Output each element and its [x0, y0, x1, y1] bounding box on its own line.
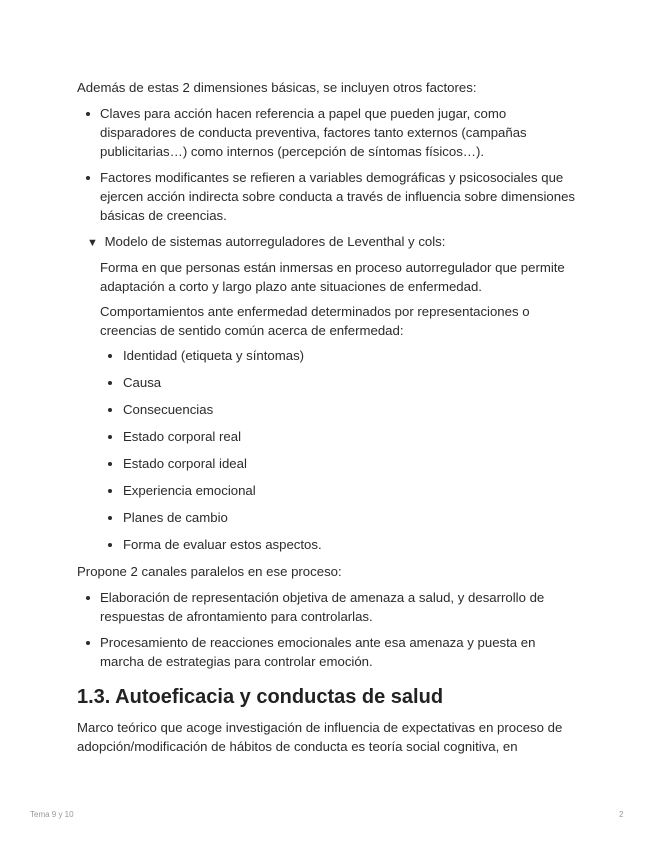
- list-item: Estado corporal ideal: [100, 454, 577, 473]
- page-content: [77, 78, 577, 763]
- list-item: Identidad (etiqueta y síntomas): [100, 346, 577, 365]
- list-item: Experiencia emocional: [100, 481, 577, 500]
- toggle-paragraph: Comportamientos ante enfermedad determinados por representaciones o creencias de sentido común acerca de enfermedad:: [100, 304, 530, 338]
- list-item: Estado corporal real: [100, 427, 577, 446]
- toggle-paragraph: Forma en que personas están inmersas en proceso autorregulador que permite adaptación a corto y largo plazo ante situaciones de enfermedad.: [100, 260, 565, 294]
- list-item: Planes de cambio: [100, 508, 577, 527]
- list-item: Factores modificantes se refieren a variables demográficas y psicosociales que ejercen acción indirecta sobre conducta a través de influencia sobre dimensiones básicas de creencias.: [77, 168, 577, 225]
- list-item: Consecuencias: [100, 400, 577, 419]
- leventhal-toggle[interactable]: [77, 232, 577, 253]
- list-item: Causa: [100, 373, 577, 392]
- factors-list: [77, 104, 577, 225]
- toggle-title: Modelo de sistemas autorreguladores de Leventhal y cols:: [104, 234, 446, 249]
- list-item: Claves para acción hacen referencia a papel que pueden jugar, como disparadores de conducta preventiva, factores tanto externos (campañas publicitarias…) como internos (percepción de síntomas físicos…).: [77, 104, 577, 161]
- list-item: Elaboración de representación objetiva de amenaza a salud, y desarrollo de respuestas de afrontamiento para controlarlas.: [77, 588, 577, 626]
- page-number: 2: [619, 810, 624, 819]
- channels-list: [77, 588, 577, 671]
- intro-paragraph: Además de estas 2 dimensiones básicas, se incluyen otros factores:: [77, 80, 477, 95]
- channels-intro: Propone 2 canales paralelos en ese proceso:: [77, 564, 342, 579]
- section-heading: 1.3. Autoeficacia y conductas de salud: [77, 686, 444, 708]
- section-paragraph: Marco teórico que acoge investigación de influencia de expectativas en proceso de adopción/modificación de hábitos de conducta es teoría social cognitiva, en: [77, 720, 563, 754]
- footer-title: Tema 9 y 10: [30, 810, 74, 819]
- triangle-down-icon[interactable]: ▼: [87, 237, 98, 249]
- representation-list: [100, 346, 577, 554]
- toggle-body: [77, 258, 577, 554]
- list-item: Forma de evaluar estos aspectos.: [100, 535, 577, 554]
- list-item: Procesamiento de reacciones emocionales ante esa amenaza y puesta en marcha de estrategias para controlar emoción.: [77, 633, 577, 671]
